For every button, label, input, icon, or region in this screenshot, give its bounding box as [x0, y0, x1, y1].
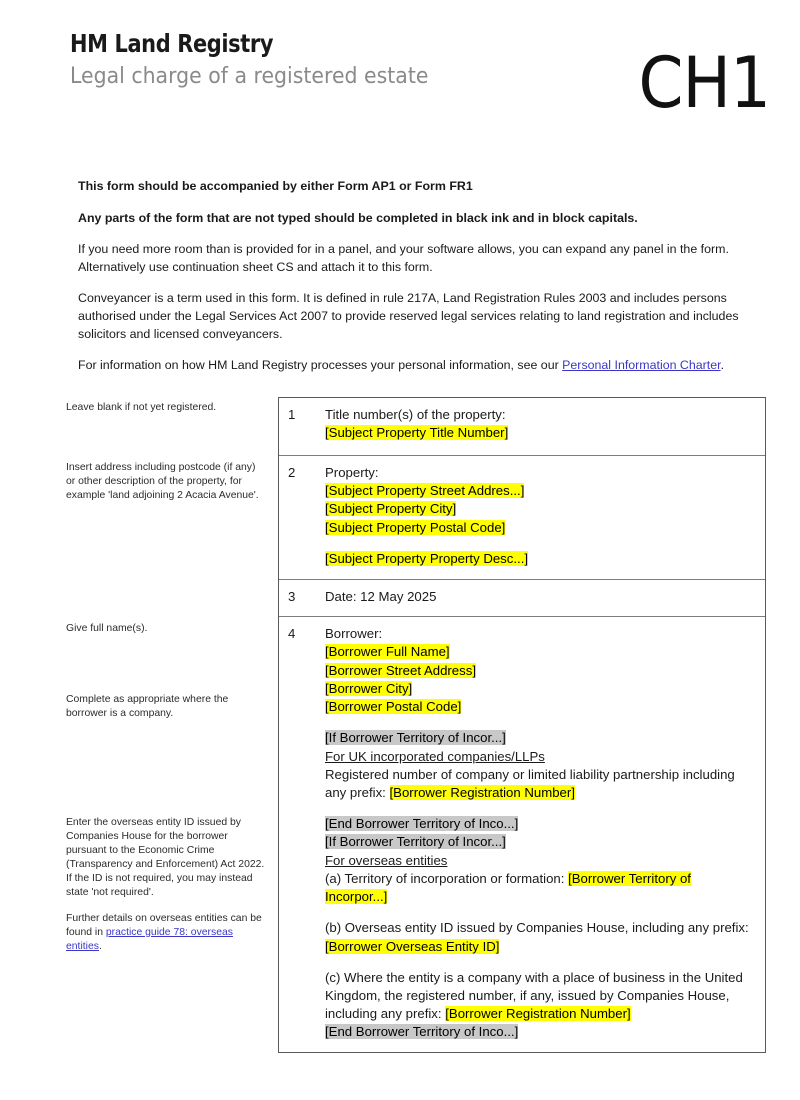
field-subject-property-postal-code[interactable]: [Subject Property Postal Code] [325, 519, 506, 535]
heading-uk-incorporated-companies: For UK incorporated companies/LLPs [325, 748, 545, 764]
field-borrower-street-address[interactable]: [Borrower Street Address] [325, 662, 476, 678]
item-c-text: (c) Where the entity is a company with a place of business in the United Kingdom, the registered number, if any, issued by Companies House, including any prefix: [325, 969, 743, 1022]
panel-4-city-row [325, 680, 755, 698]
field-borrower-registration-number-uk[interactable]: [Borrower Registration Number] [389, 784, 575, 800]
conditional-tag-end-borrower-territory-uk[interactable]: [End Borrower Territory of Inco...] [325, 816, 519, 832]
panel-4-tag-end-uk-row [325, 815, 755, 833]
panel-1-title-number[interactable] [279, 398, 765, 456]
panel-4-item-b-row [325, 919, 755, 955]
panel-4-spacer-4 [325, 956, 755, 969]
field-borrower-overseas-entity-id[interactable]: [Borrower Overseas Entity ID] [325, 938, 500, 954]
field-borrower-registration-number-overseas[interactable]: [Borrower Registration Number] [445, 1006, 631, 1022]
practice-guide-78-link[interactable]: practice guide 78: overseas entities [66, 926, 233, 952]
conditional-tag-end-borrower-territory-overseas[interactable]: [End Borrower Territory of Inco...] [325, 1024, 519, 1040]
field-subject-property-description[interactable]: [Subject Property Property Desc...] [325, 550, 529, 566]
field-subject-property-street-address[interactable]: [Subject Property Street Addres...] [325, 483, 525, 499]
brand-title: HM Land Registry [70, 29, 274, 58]
intro-privacy-note [78, 357, 754, 375]
panel-3-body [319, 580, 765, 616]
intro-expand-panel-note: If you need more room than is provided for in a panel, and your software allows, you can expand any panel in the form. Alternatively use continuation sheet CS and attach it to this form. [78, 242, 729, 274]
panel-4-tag-if-uk-row [325, 729, 755, 747]
panel-4-postal-row [325, 698, 755, 716]
conditional-tag-if-borrower-territory-overseas[interactable]: [If Borrower Territory of Incor...] [325, 834, 506, 850]
panel-2-postal-row [325, 519, 755, 537]
panel-4-spacer-2 [325, 802, 755, 815]
practice-guide-suffix: . [98, 940, 102, 952]
privacy-note-prefix: For information on how HM Land Registry processes your personal information, see our [78, 358, 563, 373]
panel-table [278, 397, 766, 1053]
margin-note-full-names: Give full name(s). [66, 623, 148, 634]
margin-note-property-address: Insert address including postcode (if any) or other description of the property, for example 'land adjoining 2 Acacia Avenue'. [66, 462, 259, 501]
panel-2-number: 2 [288, 465, 296, 480]
panel-4-borrower[interactable] [279, 617, 765, 1052]
field-borrower-territory-of-incorporation[interactable]: [Borrower Territory of Incorpor...] [325, 870, 691, 905]
uk-registered-number-text: Registered number of company or limited liability partnership including any prefix: [325, 766, 735, 800]
item-b-text: (b) Overseas entity ID issued by Companies House, including any prefix: [325, 920, 749, 936]
field-subject-property-city[interactable]: [Subject Property City] [325, 501, 457, 517]
panel-1-body [319, 398, 765, 455]
panel-2-property[interactable] [279, 456, 765, 580]
practice-guide-prefix: Further details on overseas entities can be found in [66, 913, 262, 938]
item-a-text: (a) Territory of incorporation or formation: [325, 870, 569, 886]
field-borrower-city[interactable]: [Borrower City] [325, 680, 413, 696]
panel-3-number: 3 [288, 589, 296, 604]
panel-4-label: Borrower: [325, 626, 383, 642]
panel-4-street-row [325, 662, 755, 680]
panel-4-body [319, 617, 765, 1051]
panel-1-label: Title number(s) of the property: [325, 407, 506, 422]
panel-4-number: 4 [288, 626, 296, 642]
panel-4-tag-if-overseas-row [325, 833, 755, 851]
heading-overseas-entities: For overseas entities [325, 852, 448, 868]
form-code-ch1: CH1 [638, 42, 770, 124]
page-header [70, 30, 770, 140]
panel-2-spacer [325, 537, 755, 550]
field-subject-property-title-number[interactable]: [Subject Property Title Number] [325, 425, 509, 441]
panel-4-tag-end-overseas-row [325, 1023, 755, 1041]
panel-2-street-row [325, 482, 755, 500]
panel-4-item-c-row [325, 969, 755, 1024]
margin-note-practice-guide [66, 912, 266, 954]
intro-instructions [78, 178, 754, 375]
panel-2-description-row [325, 550, 755, 568]
panel-2-label: Property: [325, 465, 379, 480]
personal-information-charter-link[interactable]: Personal Information Charter [562, 358, 721, 373]
form-subtitle: Legal charge of a registered estate [70, 63, 429, 89]
margin-note-title-number: Leave blank if not yet registered. [66, 402, 217, 413]
panel-1-field-row [325, 424, 755, 442]
intro-accompany-note: This form should be accompanied by either Form AP1 or Form FR1 [78, 179, 473, 193]
panel-1-number: 1 [288, 407, 296, 422]
panel-table-column [278, 397, 766, 1053]
margin-note-company-borrower: Complete as appropriate where the borrower is a company. [66, 694, 229, 719]
panel-4-name-row [325, 643, 755, 661]
panel-4-uk-registered-number-row [325, 766, 755, 802]
field-borrower-full-name[interactable]: [Borrower Full Name] [325, 644, 450, 660]
panel-3-date-value: Date: 12 May 2025 [325, 589, 437, 604]
intro-blockcaps-note: Any parts of the form that are not typed should be completed in black ink and in block capitals. [78, 210, 638, 225]
panel-4-item-a-row [325, 870, 755, 906]
panel-4-spacer-3 [325, 906, 755, 919]
field-borrower-postal-code[interactable]: [Borrower Postal Code] [325, 699, 462, 715]
panel-3-date[interactable] [279, 580, 765, 617]
conditional-tag-if-borrower-territory-uk[interactable]: [If Borrower Territory of Incor...] [325, 730, 506, 746]
margin-note-overseas-entity-id: Enter the overseas entity ID issued by Companies House for the borrower pursuant to the Economic Crime (Transparency and Enforcement) Act 2022. If the ID is not required, you may instead state 'not required'. [66, 817, 265, 898]
panel-4-spacer-1 [325, 716, 755, 729]
panel-2-city-row [325, 500, 755, 518]
privacy-note-suffix: . [720, 358, 725, 373]
panel-2-body [319, 456, 765, 579]
intro-conveyancer-note: Conveyancer is a term used in this form. It is defined in rule 217A, Land Registration Rules 2003 and includes persons authorised under the Legal Services Act 2007 to provide reserved legal services relating to land registration and includes solicitors and licensed conveyancers. [78, 291, 739, 341]
